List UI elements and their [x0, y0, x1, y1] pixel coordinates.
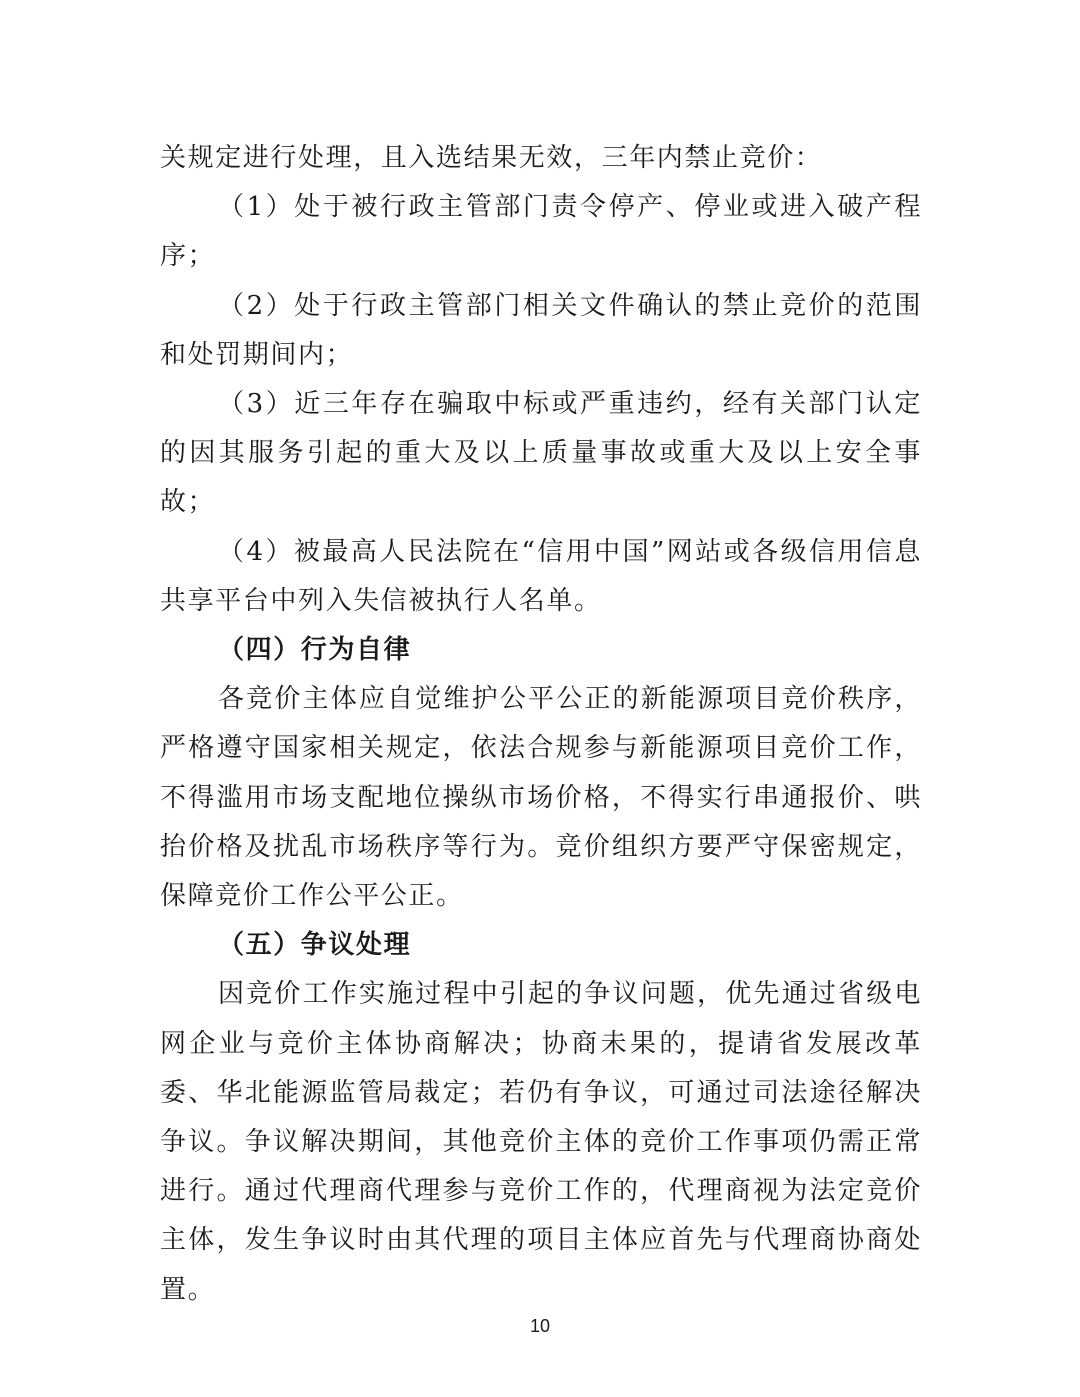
section-heading-5: （五）争议处理	[218, 930, 412, 961]
document-body	[160, 134, 922, 1315]
paragraph-item-4: （4）被最高人民法院在“信用中国”网站或各级信用信息共享平台中列入失信被执行人名单。	[160, 536, 922, 616]
section-heading-4: （四）行为自律	[218, 635, 412, 666]
section-5-text: 因竞价工作实施过程中引起的争议问题，优先通过省级电网企业与竞价主体协商解决；协商未果的，提请省发展改革委、华北能源监管局裁定；若仍有争议，可通过司法途径解决争议。争议解决期间，其他竞价主体的竞价工作事项仍需正常进行。通过代理商代理参与竞价工作的，代理商视为法定竞价主体，发生争议时由其代理的项目主体应首先与代理商协商处置。	[160, 979, 922, 1305]
paragraph-item-1: （1）处于被行政主管部门责令停产、停业或进入破产程序；	[160, 192, 922, 272]
paragraph-item-3: （3）近三年存在骗取中标或严重违约，经有关部门认定的因其服务引起的重大及以上质量事故或重大及以上安全事故；	[160, 389, 922, 518]
section-4-text: 各竞价主体应自觉维护公平公正的新能源项目竞价秩序，严格遵守国家相关规定，依法合规参与新能源项目竞价工作，不得滥用市场支配地位操纵市场价格，不得实行串通报价、哄抬价格及扰乱市场秩序等行为。竞价组织方要严守保密规定，保障竞价工作公平公正。	[160, 684, 922, 912]
paragraph-item-2: （2）处于行政主管部门相关文件确认的禁止竞价的范围和处罚期间内；	[160, 290, 922, 370]
page-number: 10	[529, 1316, 551, 1336]
paragraph-continuation: 关规定进行处理，且入选结果无效，三年内禁止竞价：	[160, 143, 823, 173]
